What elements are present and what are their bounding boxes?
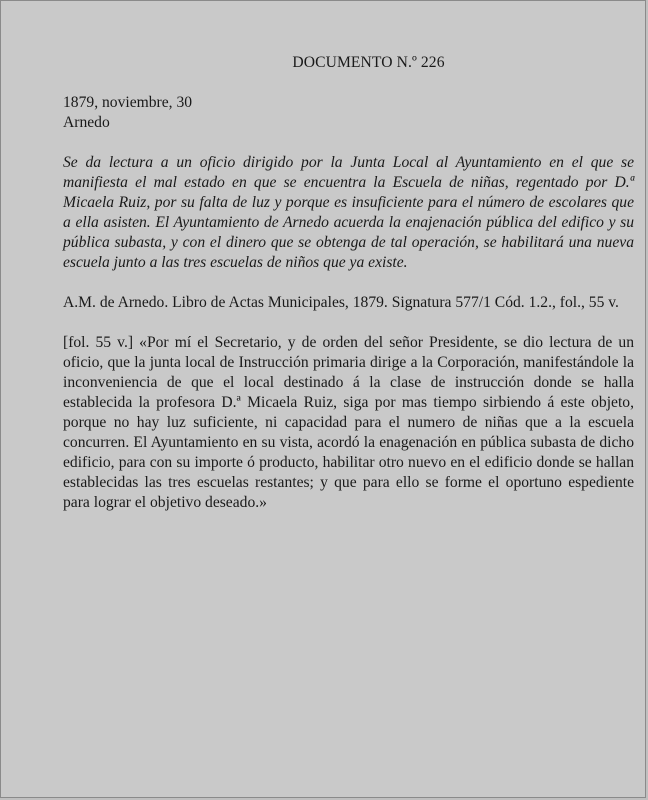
document-source: A.M. de Arnedo. Libro de Actas Municipales, 1879. Signatura 577/1 Cód. 1.2., fol., 55 v. — [63, 294, 619, 311]
document-place: Arnedo — [63, 114, 110, 131]
document-date: 1879, noviembre, 30 — [63, 94, 193, 111]
document-summary: Se da lectura a un oficio dirigido por la Junta Local al Ayuntamiento en el que se manifiesta el mal estado en que se encuentra la Escuela de niñas, regentado por D.ª Micaela Ruiz, por su falta de luz y porque es insuficiente para el número de escolares que a ella asisten. El Ayuntamiento de Arnedo acuerda la enajenación pública del edifico y su pública subasta, y con el dinero que se obtenga de tal operación, se habilitará una nueva escuela junto a las tres escuelas de niños que ya existe. — [63, 154, 634, 271]
document-body: [fol. 55 v.] «Por mí el Secretario, y de orden del señor Presidente, se dio lectura de un oficio, que la junta local de Instrucción primaria dirige a la Corporación, manifestándole la inconveniencia de que el local destinado á la clase de instrucción donde se halla establecida la profesora D.ª Micaela Ruiz, siga por mas tiempo sirbiendo á este objeto, porque no hay luz suficiente, ni capacidad para el numero de niñas que a la escuela concurren. El Ayuntamiento en su vista, acordó la enagenación en pública subasta de dicho edificio, para con su importe ó producto, habilitar otro nuevo en el edificio donde se hallan establecidas las tres escuelas restantes; y que para ello se forme el oportuno espediente para lograr el objetivo deseado.» — [63, 334, 634, 511]
document-title: DOCUMENTO N.º 226 — [292, 54, 445, 71]
document-content — [63, 53, 634, 513]
